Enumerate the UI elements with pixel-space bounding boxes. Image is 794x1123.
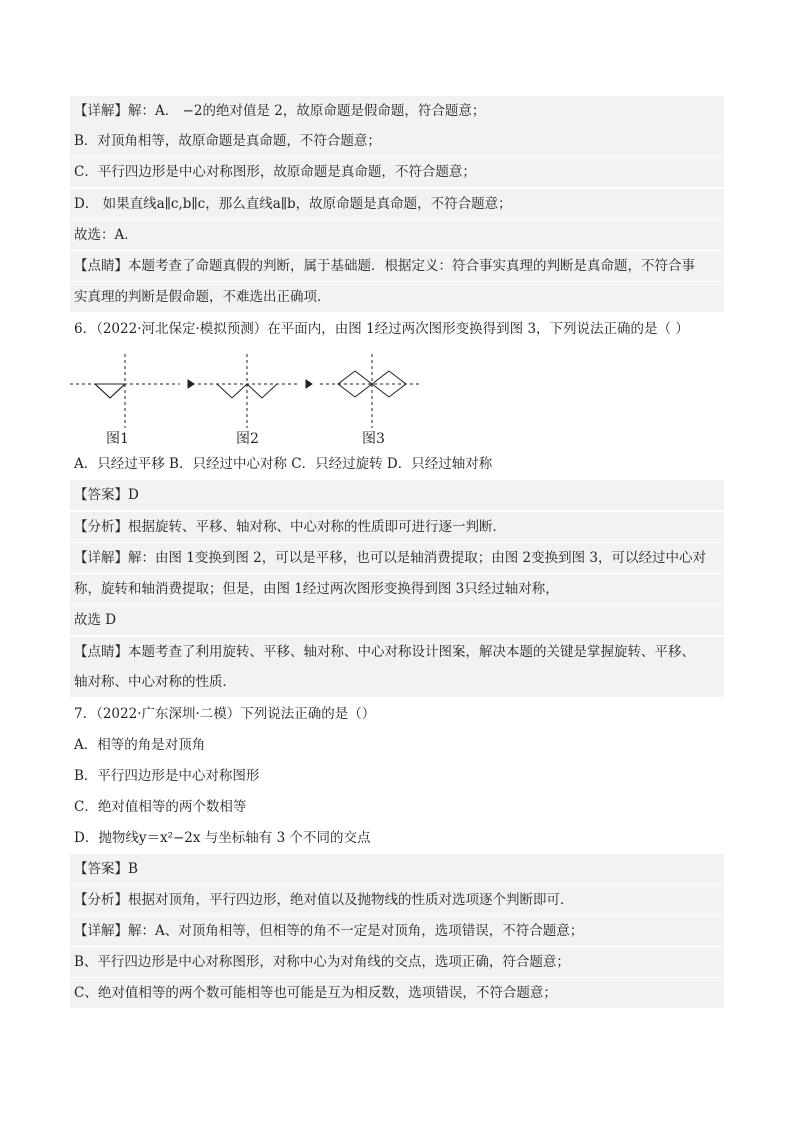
text-line: D． 如果直线a∥c,b∥c，那么直线a∥b，故原命题是真命题，不符合题意； xyxy=(70,189,724,219)
text-line: 称，旋转和轴消费提取；但是，由图 1经过两次图形变换得到图 3只经过轴对称， xyxy=(70,574,724,604)
text-line: B．对顶角相等，故原命题是真命题，不符合题意； xyxy=(70,126,724,156)
question-7-option: C．绝对值相等的两个数相等 xyxy=(74,799,247,815)
text-line: C、绝对值相等的两个数可能相等也可能是互为相反数，选项错误，不符合题意； xyxy=(70,978,724,1008)
figure-label: 图1 xyxy=(106,431,129,447)
text-line: 【分析】根据旋转、平移、轴对称、中心对称的性质即可进行逐一判断． xyxy=(70,512,724,542)
question-7-option: B．平行四边形是中心对称图形 xyxy=(74,768,260,784)
text-line: 轴对称、中心对称的性质． xyxy=(70,667,724,697)
triangle-shape xyxy=(217,384,247,398)
triangle-shape xyxy=(95,384,125,398)
text-line: 【答案】D xyxy=(70,480,724,510)
triangle-shape xyxy=(95,384,125,398)
figure-drawing xyxy=(70,340,490,448)
arrow-icon xyxy=(188,380,194,388)
text-line: C．平行四边形是中心对称图形，故原命题是真命题，不符合题意； xyxy=(70,157,724,187)
rhombus-shape xyxy=(338,371,372,397)
question-7-stem: 7．（2022·广东深圳·二模）下列说法正确的是（） xyxy=(74,706,376,722)
text-line: 【点睛】本题考查了利用旋转、平移、轴对称、中心对称设计图案，解决本题的关键是掌握旋转、平移、 xyxy=(70,637,724,667)
text-line: 【详解】解：A、对顶角相等，但相等的角不一定是对顶角，选项错误，不符合题意； xyxy=(70,916,724,946)
figure-label: 图2 xyxy=(236,431,259,447)
question-6-options: A．只经过平移 B．只经过中心对称 C．只经过旋转 D．只经过轴对称 xyxy=(74,456,493,472)
text-line: 实真理的判断是假命题，不难选出正确项． xyxy=(70,282,724,312)
text-line: 【点睛】本题考查了命题真假的判断，属于基础题．根据定义：符合事实真理的判断是真命题，不符合事 xyxy=(70,251,724,281)
question-6-stem: 6．（2022·河北保定·模拟预测）在平面内，由图 1经过两次图形变换得到图 3，下列说法正确的是（ ） xyxy=(74,321,689,337)
text-line: 【答案】B xyxy=(70,854,724,884)
question-7-option: D．抛物线y＝x²−2x 与坐标轴有 3 个不同的交点 xyxy=(74,830,371,846)
text-line: 故选 D xyxy=(70,605,724,635)
question-7-option: A．相等的角是对顶角 xyxy=(74,737,206,753)
arrow-icon xyxy=(306,380,312,388)
text-line: 故选：A． xyxy=(70,220,724,250)
triangle-shape xyxy=(247,384,277,398)
figure-label: 图3 xyxy=(362,431,385,447)
text-line: 【详解】解：A． −2的绝对值是 2，故原命题是假命题，符合题意； xyxy=(70,96,724,126)
transformation-figure xyxy=(70,340,490,448)
text-line: B、平行四边形是中心对称图形，对称中心为对角线的交点，选项正确，符合题意； xyxy=(70,947,724,977)
text-line: 【分析】根据对顶角，平行四边形，绝对值以及抛物线的性质对选项逐个判断即可． xyxy=(70,885,724,915)
text-line: 【详解】解：由图 1变换到图 2，可以是平移，也可以是轴消费提取；由图 2变换到图 3，可以经过中心对 xyxy=(70,543,724,573)
